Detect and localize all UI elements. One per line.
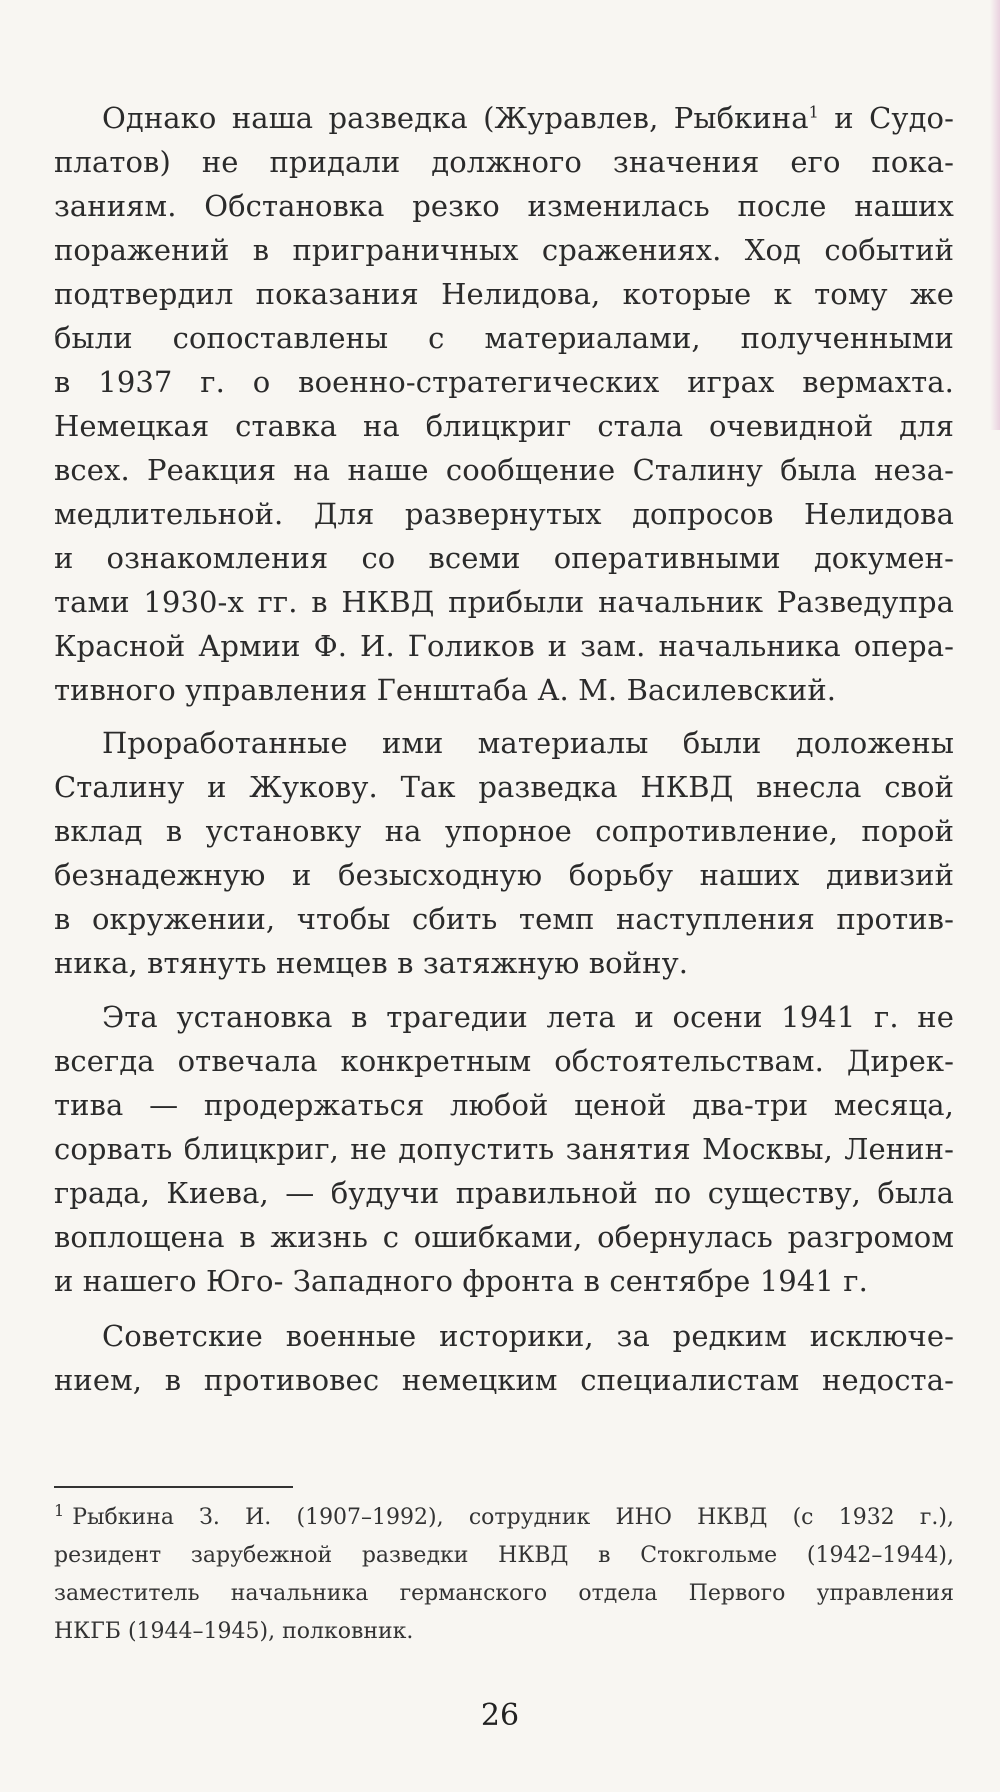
line-text: тива — продержаться любой ценой два-три месяца, bbox=[54, 1088, 954, 1122]
line-text: тами 1930-х гг. в НКВД прибыли начальник Разведупра bbox=[54, 585, 954, 619]
line-text: Проработанные ими материалы были доложены bbox=[102, 726, 954, 760]
paragraph-1-line-14 bbox=[54, 668, 954, 712]
paragraph-1-line-3 bbox=[54, 184, 954, 228]
footnote-line-2 bbox=[54, 1538, 954, 1574]
paragraph-2-line-4 bbox=[54, 853, 954, 897]
paragraph-4-line-2 bbox=[54, 1358, 954, 1402]
line-text: подтвердил показания Нелидова, которые к тому же bbox=[54, 277, 954, 311]
line-text: Эта установка в трагедии лета и осени 1941 г. не bbox=[102, 1000, 954, 1034]
paragraph-1-line-12 bbox=[54, 580, 954, 624]
paragraph-4-line-1 bbox=[54, 1314, 954, 1358]
footnote-line-3 bbox=[54, 1576, 954, 1612]
paragraph-3-line-4 bbox=[54, 1127, 954, 1171]
line-text: поражений в приграничных сражениях. Ход событий bbox=[54, 233, 954, 267]
paragraph-1-line-7 bbox=[54, 360, 954, 404]
line-text: медлительной. Для развернутых допросов Нелидова bbox=[54, 497, 954, 531]
line-text: Однако наша разведка (Журавлев, Рыбкина bbox=[102, 101, 809, 135]
line-text: Сталину и Жукову. Так разведка НКВД внесла свой bbox=[54, 770, 954, 804]
line-text: тивного управления Генштаба А. М. Василевский. bbox=[54, 673, 837, 707]
page-number: 26 bbox=[480, 1698, 520, 1733]
line-text: воплощена в жизнь с ошибками, обернулась разгромом bbox=[54, 1220, 954, 1254]
paragraph-2-line-5 bbox=[54, 897, 954, 941]
footnote-marker: 1 bbox=[54, 1500, 65, 1520]
line-text: вклад в установку на упорное сопротивление, порой bbox=[54, 814, 954, 848]
paragraph-1-line-5 bbox=[54, 272, 954, 316]
line-text: безнадежную и безысходную борьбу наших дивизий bbox=[54, 858, 954, 892]
footnote-line-1 bbox=[54, 1500, 954, 1536]
paragraph-3-line-1 bbox=[54, 995, 954, 1039]
paragraph-1-line-11 bbox=[54, 536, 954, 580]
footnote-reference: 1 bbox=[808, 102, 819, 122]
paragraph-1-line-8 bbox=[54, 404, 954, 448]
line-text: были сопоставлены с материалами, полученными bbox=[54, 321, 954, 355]
line-text: Красной Армии Ф. И. Голиков и зам. начальника опера- bbox=[54, 629, 954, 663]
line-text: и ознакомления со всеми оперативными докумен- bbox=[54, 541, 954, 575]
paragraph-1-line-4 bbox=[54, 228, 954, 272]
line-text: ника, втянуть немцев в затяжную войну. bbox=[54, 946, 689, 980]
paragraph-2-line-1 bbox=[54, 721, 954, 765]
paragraph-2-line-3 bbox=[54, 809, 954, 853]
paragraph-1-line-6 bbox=[54, 316, 954, 360]
line-text: в 1937 г. о военно-стратегических играх вермахта. bbox=[54, 365, 954, 399]
paragraph-1-line-9 bbox=[54, 448, 954, 492]
paragraph-3-line-3 bbox=[54, 1083, 954, 1127]
footnote-text: заместитель начальника германского отдела Первого управления bbox=[54, 1581, 954, 1606]
paragraph-3-line-5 bbox=[54, 1171, 954, 1215]
page-edge-tint bbox=[990, 0, 1000, 430]
line-text: платов) не придали должного значения его пока- bbox=[54, 145, 954, 179]
line-text: всегда отвечала конкретным обстоятельствам. Дирек- bbox=[54, 1044, 954, 1078]
paragraph-1-line-2 bbox=[54, 140, 954, 184]
line-text: сорвать блицкриг, не допустить занятия Москвы, Ленин- bbox=[54, 1132, 954, 1166]
line-text-continuation: и Судо- bbox=[818, 101, 954, 135]
paragraph-1-line-1 bbox=[54, 96, 954, 140]
line-text: нием, в противовес немецким специалистам недоста- bbox=[54, 1363, 954, 1397]
paragraph-1-line-10 bbox=[54, 492, 954, 536]
paragraph-2-line-6 bbox=[54, 941, 954, 985]
footnote-text: Рыбкина З. И. (1907–1992), сотрудник ИНО НКВД (с 1932 г.), bbox=[72, 1505, 954, 1530]
footnote-text: НКГБ (1944–1945), полковник. bbox=[54, 1619, 414, 1644]
footnote-text: резидент зарубежной разведки НКВД в Стокгольме (1942–1944), bbox=[54, 1543, 954, 1568]
footnote-separator bbox=[54, 1486, 293, 1488]
line-text: Немецкая ставка на блицкриг стала очевидной для bbox=[54, 409, 954, 443]
line-text: Советские военные историки, за редким исключе- bbox=[102, 1319, 954, 1353]
line-text: заниям. Обстановка резко изменилась после наших bbox=[54, 189, 954, 223]
footnote-line-4 bbox=[54, 1614, 954, 1650]
line-text: града, Киева, — будучи правильной по существу, была bbox=[54, 1176, 954, 1210]
line-text: и нашего Юго- Западного фронта в сентябре 1941 г. bbox=[54, 1264, 868, 1298]
paragraph-3-line-2 bbox=[54, 1039, 954, 1083]
line-text: в окружении, чтобы сбить темп наступления против- bbox=[54, 902, 954, 936]
paragraph-3-line-6 bbox=[54, 1215, 954, 1259]
paragraph-1-line-13 bbox=[54, 624, 954, 668]
line-text: всех. Реакция на наше сообщение Сталину была неза- bbox=[54, 453, 954, 487]
paragraph-2-line-2 bbox=[54, 765, 954, 809]
paragraph-3-line-7 bbox=[54, 1259, 954, 1303]
